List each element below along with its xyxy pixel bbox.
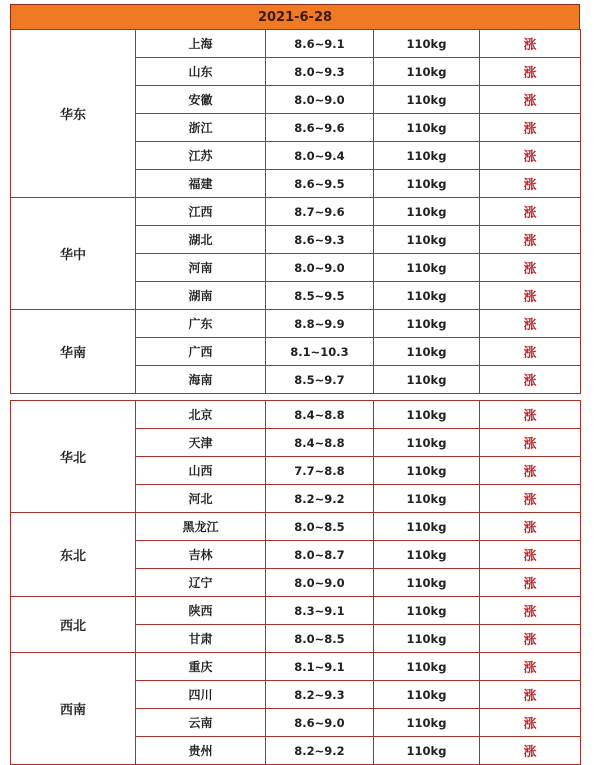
weight-cell: 110kg [374, 457, 480, 485]
province-cell: 重庆 [136, 653, 266, 681]
province-cell: 吉林 [136, 541, 266, 569]
province-cell: 湖南 [136, 282, 266, 310]
weight-cell: 110kg [374, 513, 480, 541]
table-row [11, 653, 581, 681]
trend-cell: 涨 [480, 485, 581, 513]
price-cell: 8.6~9.6 [266, 114, 374, 142]
region-cell: 西北 [11, 597, 136, 653]
price-cell: 7.7~8.8 [266, 457, 374, 485]
province-cell: 江西 [136, 198, 266, 226]
weight-cell: 110kg [374, 58, 480, 86]
trend-cell: 涨 [480, 653, 581, 681]
trend-cell: 涨 [480, 569, 581, 597]
price-cell: 8.6~9.3 [266, 226, 374, 254]
province-cell: 云南 [136, 709, 266, 737]
weight-cell: 110kg [374, 429, 480, 457]
date-title: 2021-6-28 [257, 9, 333, 25]
weight-cell: 110kg [374, 681, 480, 709]
trend-cell: 涨 [480, 142, 581, 170]
price-table-1 [10, 29, 581, 394]
trend-cell: 涨 [480, 625, 581, 653]
price-cell: 8.0~9.3 [266, 58, 374, 86]
weight-cell: 110kg [374, 485, 480, 513]
province-cell: 四川 [136, 681, 266, 709]
trend-cell: 涨 [480, 30, 581, 58]
trend-cell: 涨 [480, 254, 581, 282]
region-cell: 华东 [11, 30, 136, 198]
trend-cell: 涨 [480, 86, 581, 114]
trend-cell: 涨 [480, 709, 581, 737]
price-cell: 8.0~9.0 [266, 569, 374, 597]
table-row [11, 401, 581, 429]
price-cell: 8.7~9.6 [266, 198, 374, 226]
trend-cell: 涨 [480, 429, 581, 457]
province-cell: 辽宁 [136, 569, 266, 597]
region-cell: 东北 [11, 513, 136, 597]
weight-cell: 110kg [374, 30, 480, 58]
trend-cell: 涨 [480, 737, 581, 765]
weight-cell: 110kg [374, 366, 480, 394]
trend-cell: 涨 [480, 58, 581, 86]
weight-cell: 110kg [374, 737, 480, 765]
price-cell: 8.0~8.5 [266, 625, 374, 653]
province-cell: 海南 [136, 366, 266, 394]
price-cell: 8.5~9.7 [266, 366, 374, 394]
trend-cell: 涨 [480, 541, 581, 569]
weight-cell: 110kg [374, 569, 480, 597]
price-cell: 8.0~9.0 [266, 86, 374, 114]
weight-cell: 110kg [374, 170, 480, 198]
trend-cell: 涨 [480, 282, 581, 310]
trend-cell: 涨 [480, 198, 581, 226]
trend-cell: 涨 [480, 597, 581, 625]
weight-cell: 110kg [374, 625, 480, 653]
province-cell: 黑龙江 [136, 513, 266, 541]
price-cell: 8.0~8.5 [266, 513, 374, 541]
province-cell: 河南 [136, 254, 266, 282]
province-cell: 上海 [136, 30, 266, 58]
weight-cell: 110kg [374, 597, 480, 625]
price-cell: 8.3~9.1 [266, 597, 374, 625]
trend-cell: 涨 [480, 366, 581, 394]
weight-cell: 110kg [374, 86, 480, 114]
province-cell: 贵州 [136, 737, 266, 765]
price-cell: 8.6~9.5 [266, 170, 374, 198]
province-cell: 陕西 [136, 597, 266, 625]
province-cell: 北京 [136, 401, 266, 429]
trend-cell: 涨 [480, 513, 581, 541]
province-cell: 山东 [136, 58, 266, 86]
price-cell: 8.1~10.3 [266, 338, 374, 366]
province-cell: 浙江 [136, 114, 266, 142]
trend-cell: 涨 [480, 226, 581, 254]
weight-cell: 110kg [374, 541, 480, 569]
trend-cell: 涨 [480, 457, 581, 485]
trend-cell: 涨 [480, 170, 581, 198]
province-cell: 广东 [136, 310, 266, 338]
price-table-2 [10, 400, 581, 765]
price-cell: 8.4~8.8 [266, 429, 374, 457]
table-row [11, 310, 581, 338]
price-cell: 8.8~9.9 [266, 310, 374, 338]
price-cell: 8.5~9.5 [266, 282, 374, 310]
province-cell: 天津 [136, 429, 266, 457]
province-cell: 福建 [136, 170, 266, 198]
province-cell: 湖北 [136, 226, 266, 254]
date-header [10, 4, 580, 30]
price-cell: 8.6~9.0 [266, 709, 374, 737]
province-cell: 河北 [136, 485, 266, 513]
weight-cell: 110kg [374, 401, 480, 429]
province-cell: 广西 [136, 338, 266, 366]
province-cell: 江苏 [136, 142, 266, 170]
table-row [11, 513, 581, 541]
price-cell: 8.6~9.1 [266, 30, 374, 58]
price-cell: 8.0~8.7 [266, 541, 374, 569]
trend-cell: 涨 [480, 338, 581, 366]
trend-cell: 涨 [480, 114, 581, 142]
price-cell: 8.2~9.2 [266, 737, 374, 765]
weight-cell: 110kg [374, 653, 480, 681]
trend-cell: 涨 [480, 401, 581, 429]
region-cell: 华南 [11, 310, 136, 394]
weight-cell: 110kg [374, 142, 480, 170]
table-row [11, 597, 581, 625]
weight-cell: 110kg [374, 282, 480, 310]
region-cell: 华北 [11, 401, 136, 513]
price-cell: 8.0~9.4 [266, 142, 374, 170]
table-row [11, 30, 581, 58]
province-cell: 甘肃 [136, 625, 266, 653]
trend-cell: 涨 [480, 681, 581, 709]
weight-cell: 110kg [374, 114, 480, 142]
price-cell: 8.4~8.8 [266, 401, 374, 429]
region-cell: 华中 [11, 198, 136, 310]
weight-cell: 110kg [374, 709, 480, 737]
province-cell: 安徽 [136, 86, 266, 114]
weight-cell: 110kg [374, 310, 480, 338]
weight-cell: 110kg [374, 198, 480, 226]
table-row [11, 198, 581, 226]
weight-cell: 110kg [374, 226, 480, 254]
weight-cell: 110kg [374, 338, 480, 366]
price-cell: 8.1~9.1 [266, 653, 374, 681]
weight-cell: 110kg [374, 254, 480, 282]
price-cell: 8.2~9.2 [266, 485, 374, 513]
province-cell: 山西 [136, 457, 266, 485]
region-cell: 西南 [11, 653, 136, 765]
price-cell: 8.0~9.0 [266, 254, 374, 282]
price-cell: 8.2~9.3 [266, 681, 374, 709]
trend-cell: 涨 [480, 310, 581, 338]
